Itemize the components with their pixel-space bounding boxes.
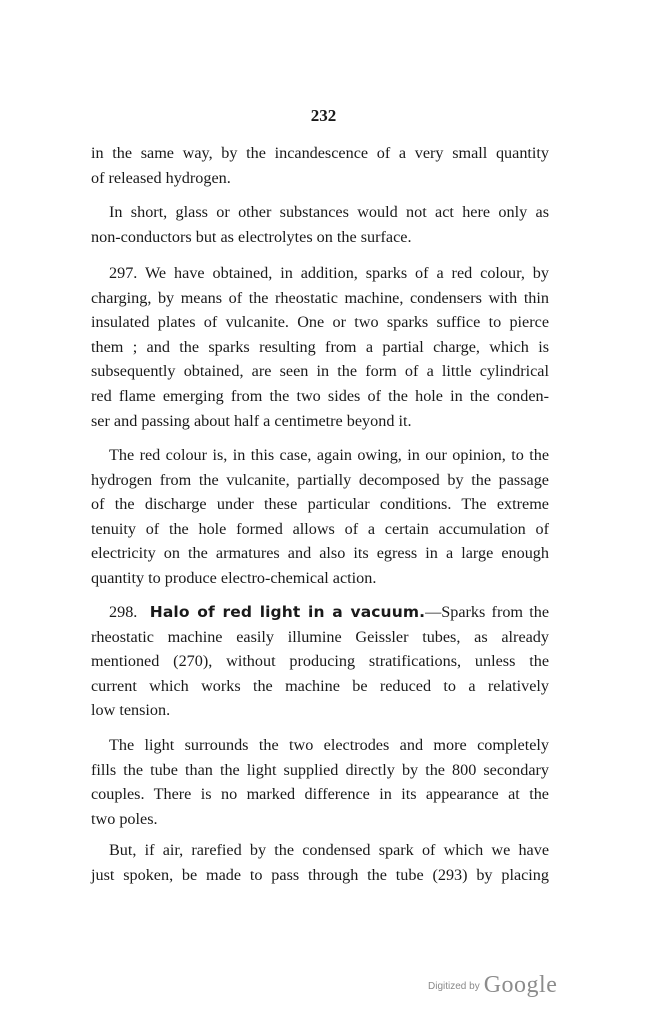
text-line: couples. There is no marked difference in its appearance at the (91, 785, 549, 804)
text-line: in the same way, by the incandescence of a very small quantity (91, 144, 549, 162)
text-line: current which works the machine be reduced to a relatively (91, 676, 549, 695)
paragraph-but-if-air (91, 838, 549, 887)
text-line: But, if air, rarefied by the condensed spark of which we have (109, 841, 549, 859)
text-line: red flame emerging from the two sides of the hole in the conden- (91, 386, 549, 405)
section-heading-line (91, 600, 549, 625)
text-line: ser and passing about half a centimetre beyond it. (91, 411, 412, 430)
text-line: fills the tube than the light supplied directly by the 800 secondary (91, 760, 549, 779)
paragraph-light-surrounds (91, 733, 549, 831)
digitized-by-google-watermark (428, 972, 557, 999)
text-line: The light surrounds the two electrodes and more completely (109, 736, 549, 754)
text-line: just spoken, be made to pass through the tube (293) by placing (91, 865, 549, 884)
section-298 (91, 600, 549, 723)
text-line: quantity to produce electro-chemical action. (91, 568, 377, 587)
text-line: The red colour is, in this case, again owing, in our opinion, to the (109, 446, 549, 464)
text-line: subsequently obtained, are seen in the form of a little cylindrical (91, 362, 549, 381)
page-number: 232 (310, 106, 337, 125)
text-line: non-conductors but as electrolytes on the surface. (91, 227, 412, 246)
paragraph-electrolytes (91, 200, 549, 249)
text-line: of released hydrogen. (91, 168, 231, 187)
text-line: insulated plates of vulcanite. One or two sparks suffice to pierce (91, 313, 549, 332)
paragraph-297 (91, 261, 549, 433)
text-line: hydrogen from the vulcanite, partially decomposed by the passage (91, 470, 549, 489)
section-title: Halo of red light in a vacuum. (149, 603, 426, 621)
text-line: of the discharge under these particular conditions. The extreme (91, 495, 549, 514)
text-line: electricity on the armatures and also its egress in a large enough (91, 544, 549, 563)
section-number: 298. (109, 603, 138, 621)
text-line: 297. We have obtained, in addition, sparks of a red colour, by (109, 264, 549, 282)
section-heading-rest: —Sparks from the (425, 603, 550, 621)
text-line: charging, by means of the rheostatic machine, condensers with thin (91, 288, 549, 307)
text-line: tenuity of the hole formed allows of a certain accumulation of (91, 519, 549, 538)
text-line: In short, glass or other substances would not act here only as (109, 203, 549, 221)
text-line: mentioned (270), without producing stratifications, unless the (91, 652, 549, 671)
paragraph-red-colour (91, 443, 549, 591)
google-logo: Google (483, 972, 558, 998)
text-line: rheostatic machine easily illumine Geissler tubes, as already (91, 627, 549, 646)
text-line: low tension. (91, 701, 171, 720)
text-line: them ; and the sparks resulting from a partial charge, which is (91, 337, 549, 356)
digitized-label: Digitized by (428, 981, 480, 992)
paragraph-continuation (91, 141, 549, 190)
text-line: two poles. (91, 809, 158, 828)
